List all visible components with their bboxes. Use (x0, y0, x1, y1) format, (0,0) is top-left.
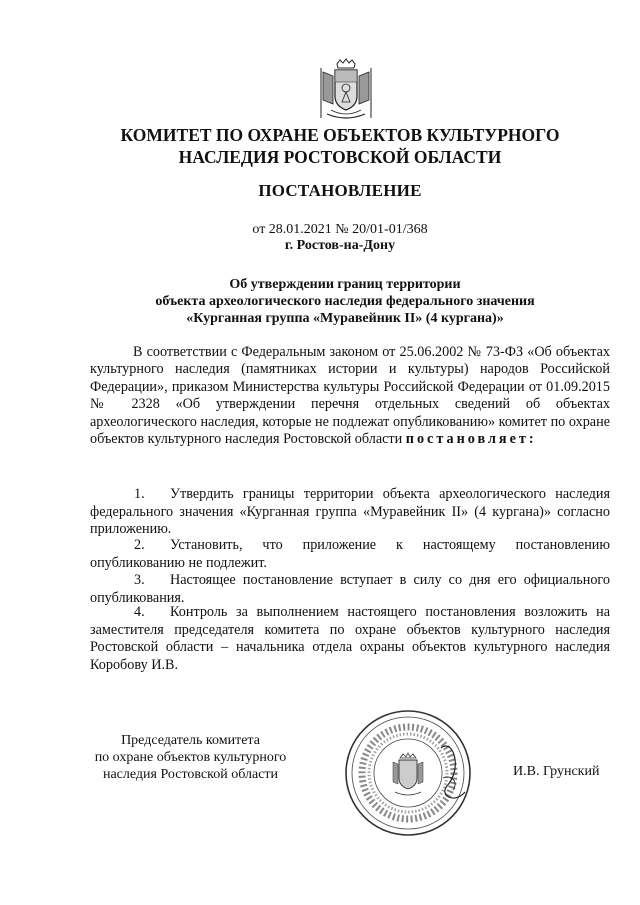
signatory-title-line-1: Председатель комитета (121, 733, 260, 748)
item-text: Настоящее постановление вступает в силу со дня его официального опубликования. (90, 572, 610, 606)
decree-word: постановляет: (405, 431, 537, 448)
document-subject (120, 276, 570, 327)
coat-of-arms-icon (313, 58, 379, 124)
signatory-title-line-2: по охране объектов культурного (94, 750, 287, 765)
decree-item-1 (90, 486, 610, 539)
subject-line-2: объекта археологического наследия федерального значения (155, 294, 535, 309)
decree-item-4 (90, 604, 610, 674)
item-number: 2. (134, 537, 145, 553)
subject-line-1: Об утверждении границ территории (229, 277, 461, 292)
item-number: 3. (134, 572, 145, 588)
document-date-number: от 28.01.2021 № 20/01-01/368 (252, 222, 428, 237)
item-number: 4. (134, 604, 145, 620)
item-text: Утвердить границы территории объекта археологического наследия федерального значения «Курганная группа «Муравейник II» (4 кургана)» согласно приложению. (90, 486, 610, 538)
document-city: г. Ростов-на-Дону (284, 238, 396, 253)
preamble-paragraph (90, 344, 610, 448)
signatory-title-line-3: наследия Ростовской области (102, 767, 279, 782)
subject-line-3: «Курганная группа «Муравейник II» (4 кургана)» (186, 311, 504, 326)
signatory-title (78, 732, 303, 783)
decree-item-2 (90, 537, 610, 572)
item-text: Контроль за выполнением настоящего постановления возложить на заместителя председателя комитета по охране объектов культурного наследия Ростовской области – начальника отдела охраны объектов культурного наследия Коробову И.В. (90, 604, 610, 673)
organization-line-1: КОМИТЕТ ПО ОХРАНЕ ОБЪЕКТОВ КУЛЬТУРНОГО (120, 125, 560, 145)
organization-line-2: НАСЛЕДИЯ РОСТОВСКОЙ ОБЛАСТИ (178, 147, 502, 167)
preamble-text: В соответствии с Федеральным законом от 25.06.2002 № 73-ФЗ «Об объектах культурного наследия (памятниках истории и культуры) народов Российской Федерации», приказом Министерства культуры Российской Федерации от 01.09.2015 № 2328 «Об утверждении перечня отдельных сведений об объектах археологического наследия, которые не подлежат опубликованию» комитет по охране объектов культурного наследия Ростовской области (90, 344, 610, 448)
organization-name (40, 124, 640, 168)
official-seal-icon (343, 708, 473, 838)
decree-item-3 (90, 572, 610, 607)
signatory-name: И.В. Грунский (513, 764, 600, 779)
item-text: Установить, что приложение к настоящему постановлению опубликованию не подлежит. (90, 537, 610, 571)
item-number: 1. (134, 486, 145, 502)
document-type: ПОСТАНОВЛЕНИЕ (258, 181, 422, 200)
